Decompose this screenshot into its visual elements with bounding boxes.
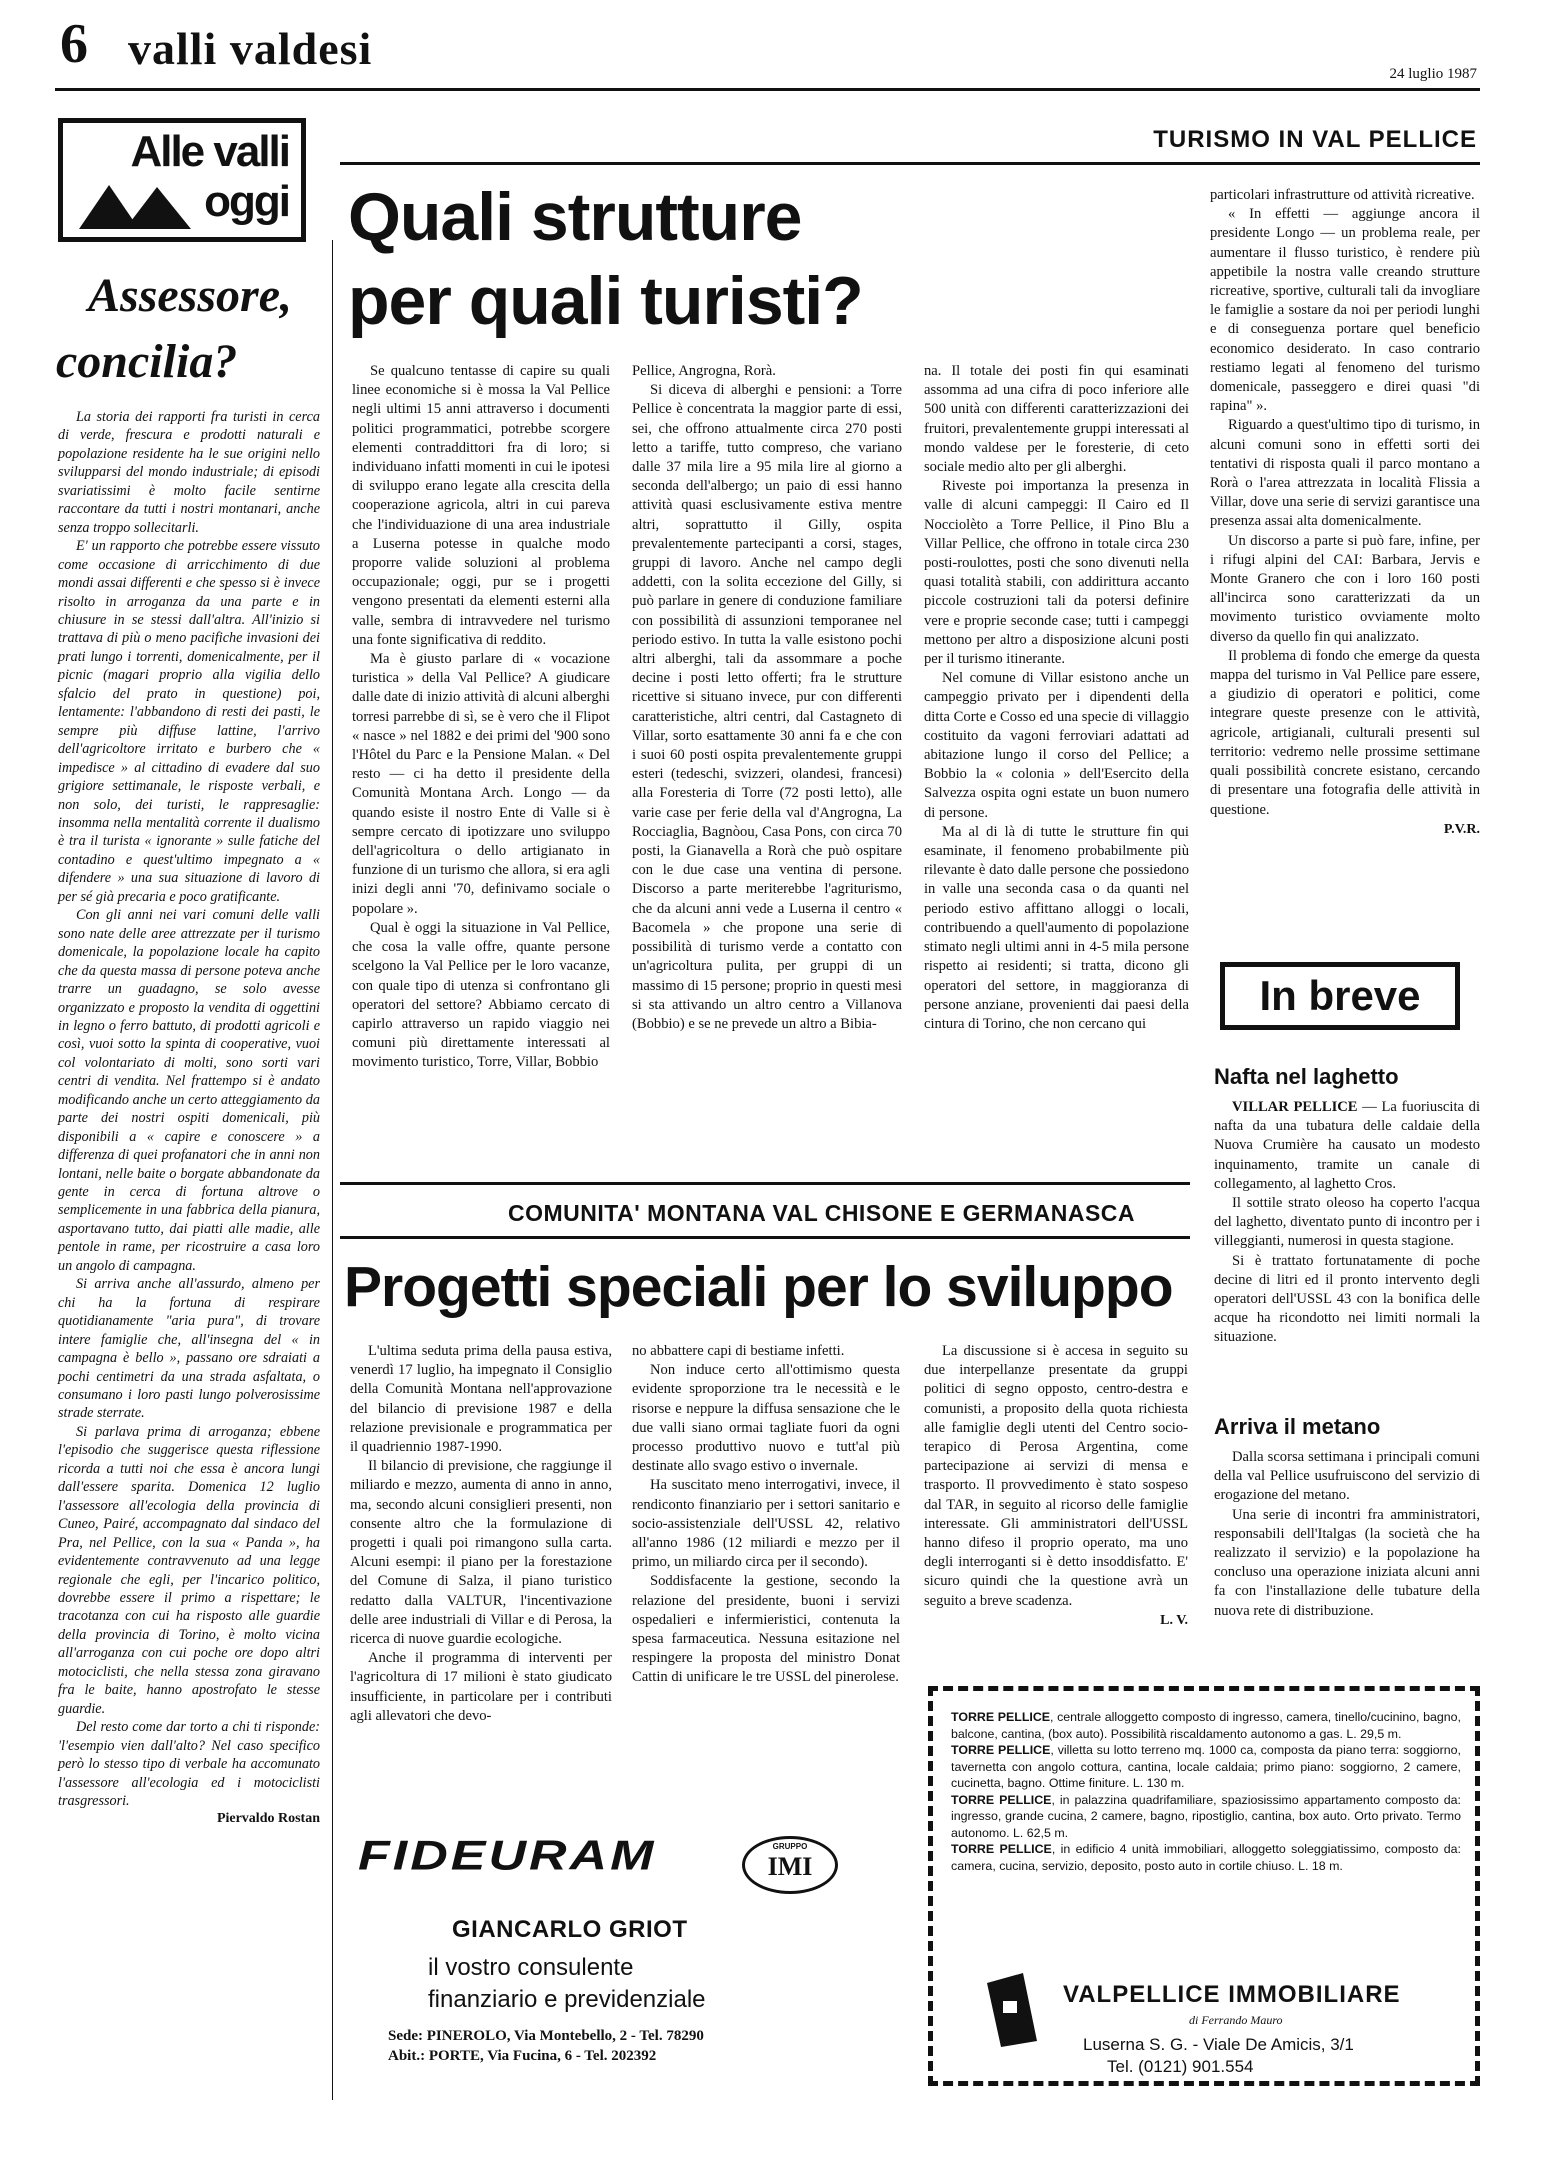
listing-item [951,1709,1461,1742]
comunita-headline: Progetti speciali per lo sviluppo [344,1255,1173,1319]
listing-place: TORRE PELLICE [951,1842,1052,1856]
in-breve-paragraph: Dalla scorsa settimana i principali comuni della val Pellice usufruiscono del servizio di erogazione del metano. [1214,1449,1480,1504]
address-label: Abit.: [388,2048,426,2064]
turismo-col-2 [632,362,902,1034]
in-breve-paragraph [1214,1098,1480,1194]
agency-phone: Tel. (0121) 901.554 [1107,2057,1254,2076]
turismo-paragraph: Qual è oggi la situazione in Val Pellice, che cosa la valle offre, quante persone scelgono la Val Pellice per le loro vacanze, con quale tipo di utenza si confrontano gli operatori del settore? Abbiamo cercato di capirlo attraverso un rapido viaggio nei comuni più direttamente interessati al movimento turistico, Torre, Villar, Bobbio [352,919,610,1071]
turismo-kicker-rule [340,162,1480,165]
turismo-paragraph: particolari infrastrutture od attività ricreative. [1210,187,1475,203]
in-breve-item1-title: Nafta nel laghetto [1214,1064,1399,1089]
newspaper-name: valli valdesi [128,23,373,74]
column-box-line2: oggi [204,177,289,226]
editorial-paragraph: Si arriva anche all'assurdo, almeno per chi ha la fortuna di respirare quotidianamente "aria pura", di trovare intere famiglie che, all'insegna del « in campagna è bello », passano ore sdraiati a pochi centimetri da una strada asfaltata, o consumano i loro pasti lungo polverosissime strade sterrate. [58,1276,320,1422]
listing-item [951,1742,1461,1792]
editorial-body [58,408,320,1829]
fideuram-address2 [388,2048,656,2065]
comunita-paragraph: Ha suscitato meno interrogativi, invece, il rendiconto finanziario per i settori sanitario e socio-assistenziale dell'USSL 42, relativo all'anno 1986 (12 miliardi e mezzo per il primo, un miliardo circa per il secondo). [632,1477,900,1571]
turismo-paragraph: Riveste poi importanza la presenza in valle di alcuni campeggi: Il Cairo ed Il Nocciolèto a Torre Pellice, il Pino Blu a Villar Pellice, che offrono in totale circa 230 posti-roulottes, posti che sono divenuti nella quasi totalità stabili, con addirittura accanto piccole costruzioni tali da potersi definire vere e proprie seconde case; tutti i campeggi mettono per altro a disposizione alcuni posti per il turismo itinerante. [924,478,1189,668]
in-breve-paragraph: Il sottile strato oleoso ha coperto l'acqua del laghetto, diventato punto di incontro per i villeggianti, numerosi in questa stagione. [1214,1195,1480,1250]
turismo-headline-line1: Quali strutture [348,179,802,255]
imi-group-label: GRUPPO [772,1842,808,1851]
turismo-paragraph: Un discorso a parte si può fare, infine, per i rifugi alpini del CAI: Barbara, Jervis e Monte Granero che con i loro 160 posti all'incirca sono caratterizzati da un movimento turistico ovviamente molto diverso da quello fin qui analizzato. [1210,532,1480,645]
listing-item [951,1841,1461,1874]
agency-owner: di Ferrando Mauro [1189,2013,1283,2027]
turismo-paragraph: Pellice, Angrogna, Rorà. [632,363,776,379]
in-breve-item2-body [1214,1448,1480,1621]
listing-text: , centrale alloggetto composto di ingresso, camera, tinello/cucinino, bagno, balcone, cantina, (box auto). Possibilità riscaldamento autonomo a gas. L. 29,5 m. [951,1710,1461,1741]
comunita-paragraph: Il bilancio di previsione, che raggiunge il miliardo e mezzo, aumenta di anno in anno, ma, secondo alcuni consiglieri presenti, non consente altro che la formulazione di progetti i quali poi rimangono sulla carta. Alcuni esempi: il piano per la forestazione del Comune di Salza, il piano turistico redatto dalla VALTUR, l'incentivazione delle aree industriali di Villar e di Perosa, la ricerca di nuove guardie ecologiche. [350,1458,612,1648]
turismo-paragraph: na. Il totale dei posti fin qui esaminati assomma ad una cifra di poco inferiore alle 500 unità con differenti caratterizzazioni dei fruitori, prevalentemente gruppi interessati al mondo valdese per le foresterie, di ceto sociale medio alto per gli alberghi. [924,363,1189,476]
turismo-col-1 [352,362,610,1073]
comunita-paragraph: Non induce certo all'ottimismo questa evidente sproporzione tra le necessità e le risorse e neppure la diffusa sensazione che le due valli siano ormai tagliate fuori da ogni processo produttivo nuovo e tutt'al più destinate allo svago estivo o invernale. [632,1362,900,1475]
masthead-rule [55,88,1480,91]
listing-place: TORRE PELLICE [951,1743,1051,1757]
turismo-paragraph: Il problema di fondo che emerge da questa mappa del turismo in Val Pellice pare essere, a giudizio di operatori e politici, come integrare queste presenze con le attività, agricole, artigianali, culturali presenti sul territorio: vedremo nelle prossime settimane quali possibilità concrete esistano, cercando di presentare una fotografia delle attività in questione. [1210,647,1480,818]
fideuram-line1: il vostro consulente [428,1954,634,1981]
column-box-line1: Alle valli [130,127,289,176]
editorial-paragraph: Del resto come dar torto a chi ti risponde: 'l'esempio vien dall'alto? Nel caso specifico però lo stesso tipo di verbale ha accomunato l'assessore all'ecologia ed i motociclisti trasgressori. [58,1719,320,1809]
comunita-paragraph: L'ultima seduta prima della pausa estiva, venerdì 17 luglio, ha impegnato il Consiglio della Comunità Montana nell'approvazione del bilancio di previsione 1987 e della relazione previsionale e programmatica per il quadriennio 1987-1990. [350,1343,612,1456]
editorial-paragraph: E' un rapporto che potrebbe essere vissuto come occasione di arricchimento di due mondi assai differenti e che spesso si è invece risolto in arroganza da una parte e in chiusure in se stessi dall'altra. All'inizio si trattava di più o meno pacifiche invasioni dei prati lungo i torrenti, domenicalmente, per il picnic (magari proprio alla vigilia dello sfalcio del prato in questione) poi, lentamente: l'abbandono di resti dei pasti, le sempre più diffuse lattine, l'arrivo dell'agricoltore irritato e burbero che « impedisce » al cittadino di evadere dal suo grigiore settimanale, le risposte verbali, e non solo, dei turisti, le rappresaglie: insomma nella mentalità corrente il dualismo è tra il turista « ignorante » sulle fatiche del contadino e quest'ultimo impegnato a « difendere » una sua situazione di lavoro di per sé già precaria e poco gratificante. [58,538,320,905]
comunita-col-1 [350,1342,612,1726]
in-breve-place: VILLAR PELLICE [1232,1099,1358,1115]
in-breve-item2-title: Arriva il metano [1214,1414,1381,1439]
listing-text: , villetta su lotto terreno mq. 1000 ca, composta da piano terra: soggiorno, tavernetta con angolo cottura, cantina, locale caldaia; primo piano: soggiorno, 2 camere, cucinetta, bagno. Ottime finiture. L. 130 m. [951,1743,1461,1790]
listing-text: , in palazzina quadrifamiliare, spaziosissimo appartamento composto da: ingresso, grande cucina, 2 camere, bagno, ripostiglio, cantina, box auto. Orto privato. Termo autonomo. L. 62,5 m. [951,1792,1461,1840]
comunita-col-2 [632,1342,900,1688]
fideuram-brand: FIDEURAM [358,1832,657,1880]
in-breve-title: In breve [1259,972,1421,1019]
editorial-paragraph: La storia dei rapporti fra turisti in cerca di verde, frescura e prodotti naturali e popolazione residente ha le sue origini nello svilupparsi del mondo industriale; di episodi svariatissimi è molto facile sentirne raccontare da tutti i nostri montanari, anche senza troppo sollecitarli. [58,409,320,536]
in-breve-box [1220,962,1460,1030]
comunita-paragraph: Soddisfacente la gestione, secondo la relazione del presidente, buoni i servizi ospedalieri e infermieristici, contenuta la spesa farmaceutica. Nessuna esitazione nel respingere la proposta del ministro Donat Cattin di unificare le tre USSL del pinerolese. [632,1573,900,1686]
imi-label: IMI [767,1852,813,1881]
column-divider [332,240,333,2100]
turismo-headline-line2: per quali turisti? [348,263,863,339]
agency-address: Luserna S. G. - Viale De Amicis, 3/1 [1083,2035,1354,2054]
turismo-col-3 [924,362,1189,1034]
in-breve-paragraph: Si è trattato fortunatamente di poche decine di litri ed il pronto intervento degli operatori dell'USSL 43 con la bonifica delle acque ha ricondotto nei limiti normali la situazione. [1214,1252,1480,1346]
fideuram-address1 [388,2028,704,2045]
address-label: Sede: [388,2028,423,2044]
comunita-paragraph: Anche il programma di interventi per l'agricoltura di 17 milioni è stato giudicato insufficiente, in particolare per i contributi agli allevatori che devo- [350,1650,612,1724]
column-box [58,118,306,242]
listing-place: TORRE PELLICE [951,1710,1051,1724]
address-text: PORTE, Via Fucina, 6 - Tel. 202392 [428,2048,657,2064]
listings [951,1709,1461,1874]
turismo-paragraph: Nel comune di Villar esistono anche un campeggio privato per i dipendenti della ditta Corte e Cosso ed una specie di villaggio costituito da vagoni ferroviari adattati ad abitazione lungo il corso del Pellice; a Bobbio la « colonia » dell'Esercito della Salvezza ospita ogni estate un buon numero di persone. [924,670,1189,821]
listing-text: , in edificio 4 unità immobiliari, alloggetto soleggiatissimo, composto da: camera, cucina, servizio, deposito, posto auto in cortile chiuso. L. 18 m. [951,1842,1461,1873]
editorial-paragraph: Si parlava prima di arroganza; ebbene l'episodio che suggerisce questa riflessione ricorda a tutti noi che essa è ancora lungi dall'essere sparita. Domenica 12 luglio l'assessore all'ecologia della provincia di Cuneo, Pairé, accompagnato dal sindaco del Pra, nel Pellice, con la sua « Panda », ha evidentemente contravvenuto ad una legge regionale che egli, per l'incarico politico, dovrebbe essere il primo a rispettare; le tracotanza con cui ha risposto alle guardie della provincia di Torino, è molto vicina all'arroganza con cui poche ore dopo altri motociclisti, che nella stessa zona giravano fra le baite, hanno apostrofato le stesse guardie. [58,1423,320,1717]
turismo-paragraph: Riguardo a quest'ultimo tipo di turismo, in alcuni comuni sono in effetti sorti dei tentativi di risposta quali il parco montano a Rorà o l'area attrezzata in località Flissia a Villar, dove una serie di servizi garantisce una presenza assai alta domenicalmente. [1210,417,1480,530]
comunita-top-rule [340,1182,1190,1185]
editorial-paragraph: Con gli anni nei vari comuni delle valli sono nate delle aree attrezzate per il turismo domenicale, la popolazione locale ha capito che da questa massa di persone poteva anche trarre un guadagno, se solo avesse organizzato e proposto la vendita di oggettini in legno o ferro battuto, di prodotti agricoli e così, vuoi sotto la spinta di cooperative, vuoi col volontariato di molti, sono sorti vari centri di vendita. Nel frattempo si è andato modificando anche un certo atteggiamento da parte dei nostri ospiti domenicali, più disponibili a « capire e conoscere » a differenza di quei profanatori che in anni non lontani, nelle baite o borgate abbandonate da gente in cerca di fortuna altrove o semplicemente in una fabbrica della pianura, asportavano tutto, dai piatti alle madie, alle pentole in rame, per ricostruire a casa loro un angolo di campagna. [58,907,320,1274]
comunita-paragraph: no abbattere capi di bestiame infetti. [632,1343,845,1359]
agency-name: VALPELLICE IMMOBILIARE [1063,1981,1401,2008]
comunita-signature: L. V. [1160,1612,1188,1628]
turismo-col-4 [1210,186,1480,839]
turismo-paragraph: Se qualcuno tentasse di capire su quali linee economiche si è mossa la Val Pellice negli ultimi 15 anni attraverso i documenti politici programmatici, potrebbe scorgere elementi contraddittori fra di loro; si individuano infatti momenti in cui le ipotesi di sviluppo erano legate alla crescita della cooperazione agricola, altri in cui pareva che l'individuazione di una area industriale a Luserna potesse in qualche modo proporre valide soluzioni al problema occupazionale; oggi, pur se i progetti vengono presentati da elementi esterni alla valle, sembra di intravvedere nel turismo una fonte significativa di reddito. [352,363,610,648]
listing-item [951,1792,1461,1842]
turismo-signature: P.V.R. [1443,821,1480,837]
editorial-title-line1: Assessore, [88,269,293,322]
page-number: 6 [60,13,88,75]
turismo-paragraph: Ma al di là di tutte le strutture fin qui esaminate, il fenomeno probabilmente più rilevante è dato dalle persone che possiedono in valle una seconda casa o da quanti nel periodo estivo affittano alloggi o locali, contribuendo a quell'aumento di popolazione stimato negli ultimi anni in 4-5 mila persone rispetto ai residenti; si tratta, dicono gli operatori del settore, in maggioranza di persone anziane, provenienti dai paesi della cintura di Torino, che non cercano qui [924,823,1189,1032]
address-text: PINEROLO, Via Montebello, 2 - Tel. 78290 [426,2028,704,2044]
mountains-icon [79,183,199,229]
comunita-kicker: COMUNITA' MONTANA VAL CHISONE E GERMANASCA [508,1200,1136,1226]
agency-logo-icon [983,1971,1041,2049]
turismo-paragraph: Si diceva di alberghi e pensioni: a Torre Pellice è concentrata la maggior parte di essi, sei, che offrono attualmente circa 270 posti letto a tariffe, tutto compreso, che variano dalle 37 mila lire a 95 mila lire al giorno a seconda dell'albergo; un paio di essi hanno attività quasi esclusivamente estiva mentre altri, soprattutto il Gilly, ospita prevalentemente partecipanti a corsi, stages, gruppi di lavoro. Anche nel campo degli addetti, con la solita eccezione del Gilly, si può parlare in genere di conduzione familiare con possibilità di assunzioni temporanee nel periodo estivo. In tutta la valle esistono pochi altri alberghi, tali da assommare a poche decine i posti letto offerti; fra le strutture ricettive si situano invece, pur con differenti caratteristiche, altri centri, dal Castagneto di Villar, sorto esattamente 30 anni fa e che con i suoi 60 posti ospita prevalentemente gruppi esteri (tedeschi, svizzeri, olandesi, francesi) alla Foresteria di Torre (72 posti letto), alle varie case per ferie della val d'Angrogna, La Rocciaglia, Bagnòou, Casa Pons, con circa 70 posti, la Gianavella a Rorà che può ospitare con le due case una ventina di persone. Discorso a parte meriterebbe l'agriturismo, che da alcuni anni vede a Luserna il centro « Bacomela » che propone una serie di possibilità di turismo verde a contatto con un'agricoltura pulita, per gruppi di un massimo di 15 persone; proprio in questi mesi si sta attivando un altro centro a Villanova (Bobbio) e se ne prevede un altro a Bibia- [632,382,902,1032]
editorial-signature: Piervaldo Rostan [216,1811,320,1827]
turismo-paragraph: Ma è giusto parlare di « vocazione turistica » della Val Pellice? A giudicare dalle date di inizio attività di alcuni alberghi torresi parrebbe di sì, se è vero che il Flipot « nasce » nel 1882 e dei primi del '900 sono l'Hôtel du Parc e la Pensione Malan. « Del resto — ci ha detto il presidente della Comunità Montana Arch. Longo — da quando esiste il nostro Ente di Valle si è sempre cercato di ipotizzare uno sviluppo dell'agricoltura o dello artigianato in funzione di un turismo che allora, si era agli inizi degli anni '70, definivamo sociale o popolare ». [352,651,610,917]
fideuram-line2: finanziario e previdenziale [428,1986,706,2013]
comunita-col-3 [924,1342,1188,1630]
editorial-title-line2: concilia? [56,335,238,388]
comunita-paragraph: La discussione si è accesa in seguito su due interpellanze presentate da gruppi politici di segno opposto, centro-destra e comunisti, a proposito della quota richiesta alle famiglie degli utenti del Centro socio-terapico di Perosa Argentina, come partecipazione ai servizi di mensa e trasporto. Il provvedimento è stato sospeso dal TAR, in seguito al ricorso delle famiglie interessate. Gli amministratori dell'USSL hanno difeso il proprio operato, ma uno degli interroganti si è detto insoddisfatto. E' sicuro quindi che la questione avrà un seguito a breve scadenza. [924,1343,1188,1609]
turismo-kicker: TURISMO IN VAL PELLICE [1153,126,1477,153]
in-breve-item1-body [1214,1098,1480,1348]
issue-date: 24 luglio 1987 [1389,66,1477,82]
fideuram-name: GIANCARLO GRIOT [452,1916,688,1943]
turismo-paragraph: « In effetti — aggiunge ancora il presidente Longo — un problema reale, per aumentare il flusso turistico, è rendere più appetibile la nostra valle creando strutture ricreative, sportive, culturali tali da invogliare le famiglie a sostare da noi per periodi lunghi e di conseguenza portare quel beneficio economico desiderato. In caso contrario restiamo legati al fenomeno del turismo domenicale, passeggero e direi quasi "di rapina" ». [1210,206,1480,415]
in-breve-paragraph: Una serie di incontri fra amministratori, responsabili dell'Italgas (la società che ha realizzato il servizio) e la popolazione ha concluso una operazione iniziata alcuni anni fa con l'installazione delle tubature della nuova rete di distribuzione. [1214,1506,1480,1619]
comunita-kicker-rule [340,1236,1190,1239]
in-breve-text: — La fuoriuscita di nafta da una tubatura delle caldaie della Nuova Crumière ha causato un modesto inquinamento, tramite un canale di collegamento, al laghetto Cros. [1214,1099,1481,1192]
imi-logo [742,1836,838,1894]
valpellice-ad [928,1686,1480,2086]
fideuram-ad [352,1832,898,2072]
listing-place: TORRE PELLICE [951,1792,1052,1807]
